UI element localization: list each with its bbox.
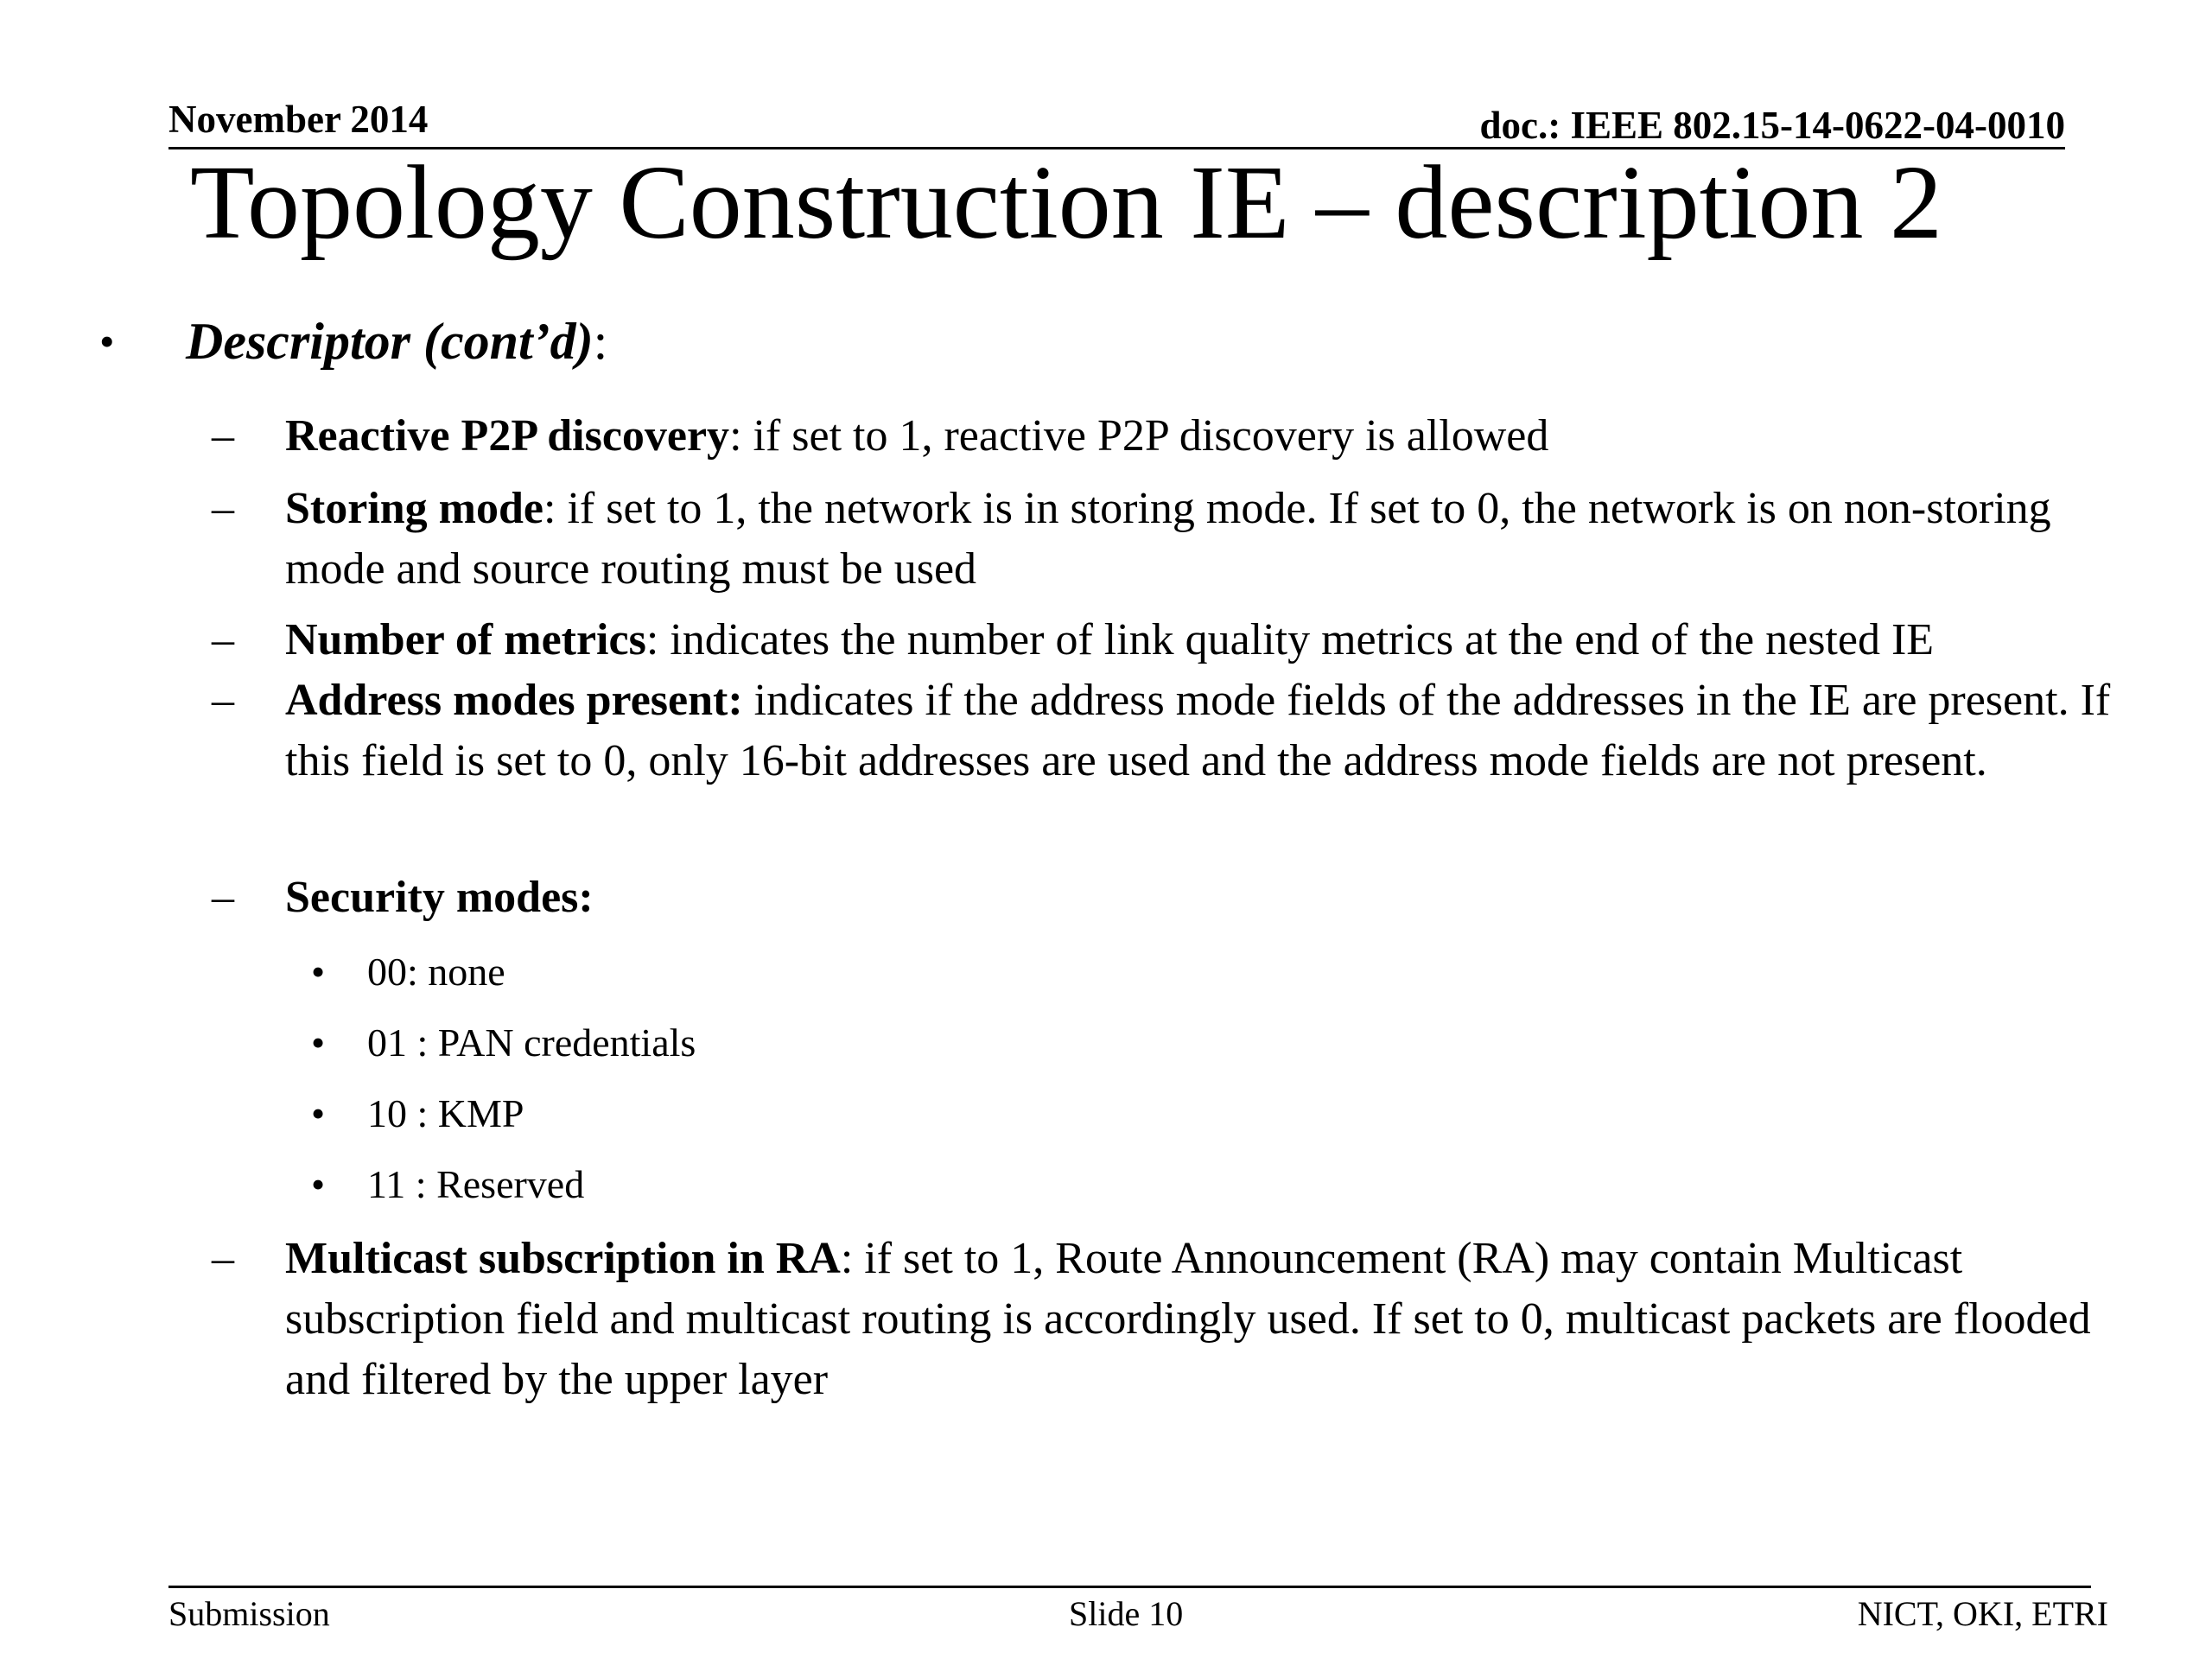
item-desc: indicates if the address mode fields of the addresses in the IE are present. If this field is set to 0, only 16-bit addresses are used and the address mode fields are not present. — [285, 676, 2111, 785]
descriptor-colon: : — [593, 313, 608, 370]
item-term: Reactive P2P discovery — [285, 411, 730, 461]
item-text — [285, 610, 2160, 671]
footer-divider — [168, 1586, 2091, 1588]
security-mode-text: 00: none — [367, 950, 505, 994]
item-text — [285, 1229, 2160, 1410]
item-term: Multicast subscription in RA — [285, 1234, 841, 1283]
dash-icon: – — [212, 1234, 234, 1283]
bullet-icon: • — [311, 1091, 326, 1135]
item-desc: : indicates the number of link quality metrics at the end of the nested IE — [645, 615, 1935, 664]
footer-submission: Submission — [168, 1594, 330, 1633]
security-mode-text: 01 : PAN credentials — [367, 1020, 696, 1065]
item-term: Storing mode — [285, 484, 543, 533]
security-mode-text: 10 : KMP — [367, 1091, 524, 1135]
item-text — [285, 406, 2160, 467]
header-doc-id: doc.: IEEE 802.15-14-0622-04-0010 — [1479, 104, 2065, 147]
security-mode-item — [0, 1084, 2212, 1144]
security-mode-item — [0, 1013, 2212, 1073]
security-mode-text: 11 : Reserved — [367, 1162, 585, 1206]
security-mode-item — [0, 942, 2212, 1002]
list-item-security-modes — [0, 868, 2212, 928]
security-mode-item — [0, 1154, 2212, 1215]
bullet-icon: • — [311, 1162, 326, 1206]
list-item-address-modes — [0, 671, 2212, 852]
list-item-storing-mode — [0, 479, 2212, 600]
footer-slide-number: Slide 10 — [1069, 1594, 1184, 1633]
header-date: November 2014 — [168, 98, 429, 141]
dash-icon: – — [212, 615, 234, 664]
bullet-icon: • — [311, 1020, 326, 1065]
item-term: Address modes present: — [285, 676, 743, 725]
descriptor-bullet — [0, 307, 2212, 376]
footer-authors: NICT, OKI, ETRI — [1857, 1594, 2108, 1633]
dash-icon: – — [212, 873, 234, 922]
item-text — [285, 868, 2160, 928]
descriptor-heading — [186, 311, 607, 372]
item-desc: : if set to 1, reactive P2P discovery is allowed — [729, 411, 1549, 461]
dash-icon: – — [212, 676, 234, 725]
bullet-icon: • — [311, 950, 326, 994]
list-item-reactive-p2p — [0, 406, 2212, 467]
dash-icon: – — [212, 411, 234, 461]
dash-icon: – — [212, 484, 234, 533]
list-item-multicast-subscription — [0, 1229, 2212, 1410]
item-desc: : if set to 1, the network is in storing mode. If set to 0, the network is on non-storing mode and source routing must be used — [285, 484, 2051, 594]
item-text — [285, 479, 2160, 600]
item-desc: : if set to 1, Route Announcement (RA) may contain Multicast subscription field and multicast routing is accordingly used. If set to 0, multicast packets are flooded and filtered by the upper layer — [285, 1234, 2091, 1404]
bullet-icon: • — [99, 317, 115, 365]
item-term: Security modes: — [285, 873, 594, 922]
slide-title: Topology Construction IE – description 2 — [190, 144, 1942, 261]
list-item-number-of-metrics — [0, 610, 2212, 671]
descriptor-label: Descriptor (cont’d) — [186, 313, 594, 370]
item-term: Number of metrics — [285, 615, 646, 664]
item-text — [285, 671, 2160, 791]
